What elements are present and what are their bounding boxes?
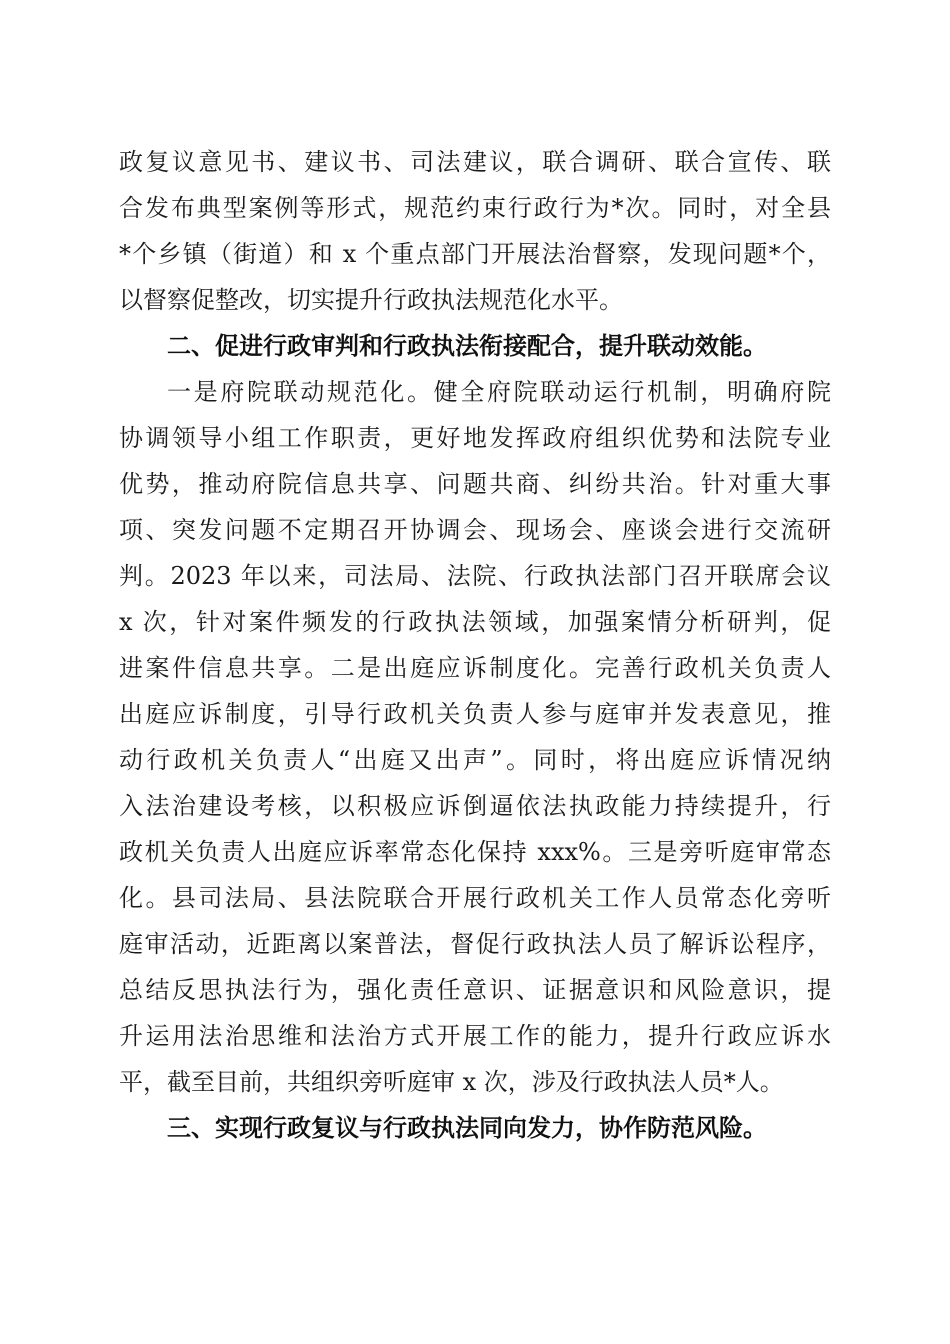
body-text-line: 动行政机关负责人“出庭又出声”。同时，将出庭应诉情况纳 [119,746,831,774]
body-text-line: 合发布典型案例等形式，规范约束行政行为*次。同时，对全县 [119,194,831,222]
body-text-line: 化。县司法局、县法院联合开展行政机关工作人员常态化旁听 [119,884,831,912]
section-heading-2: 二、促进行政审判和行政执法衔接配合，提升联动效能。 [167,332,767,360]
body-text-line: 出庭应诉制度，引导行政机关负责人参与庭审并发表意见，推 [119,700,831,728]
body-text-line: 优势，推动府院信息共享、问题共商、纠纷共治。针对重大事 [119,470,831,498]
body-text-line: x 次，针对案件频发的行政执法领域，加强案情分析研判，促 [119,608,831,636]
section-heading-3: 三、实现行政复议与行政执法同向发力，协作防范风险。 [167,1114,767,1142]
body-text-line: 庭审活动，近距离以案普法，督促行政执法人员了解诉讼程序， [119,930,831,958]
paragraph-first-line: 一是府院联动规范化。健全府院联动运行机制，明确府院 [167,378,831,406]
body-text-line: 政复议意见书、建议书、司法建议，联合调研、联合宣传、联 [119,148,831,176]
body-text-line: 总结反思执法行为，强化责任意识、证据意识和风险意识，提 [119,976,831,1004]
body-text-line: 以督察促整改，切实提升行政执法规范化水平。 [119,286,623,314]
body-text-line: 平，截至目前，共组织旁听庭审 x 次，涉及行政执法人员*人。 [119,1068,784,1096]
body-text-line: 判。2023 年以来，司法局、法院、行政执法部门召开联席会议 [119,562,831,590]
body-text-line: 进案件信息共享。二是出庭应诉制度化。完善行政机关负责人 [119,654,831,682]
body-text-line: 入法治建设考核，以积极应诉倒逼依法执政能力持续提升，行 [119,792,831,820]
body-text-line: 协调领导小组工作职责，更好地发挥政府组织优势和法院专业 [119,424,831,452]
body-text-line: *个乡镇（街道）和 x 个重点部门开展法治督察，发现问题*个， [119,240,831,268]
body-text-line: 项、突发问题不定期召开协调会、现场会、座谈会进行交流研 [119,516,831,544]
body-text-line: 政机关负责人出庭应诉率常态化保持 xxx%。三是旁听庭审常态 [119,838,831,866]
body-text-line: 升运用法治思维和法治方式开展工作的能力，提升行政应诉水 [119,1022,831,1050]
